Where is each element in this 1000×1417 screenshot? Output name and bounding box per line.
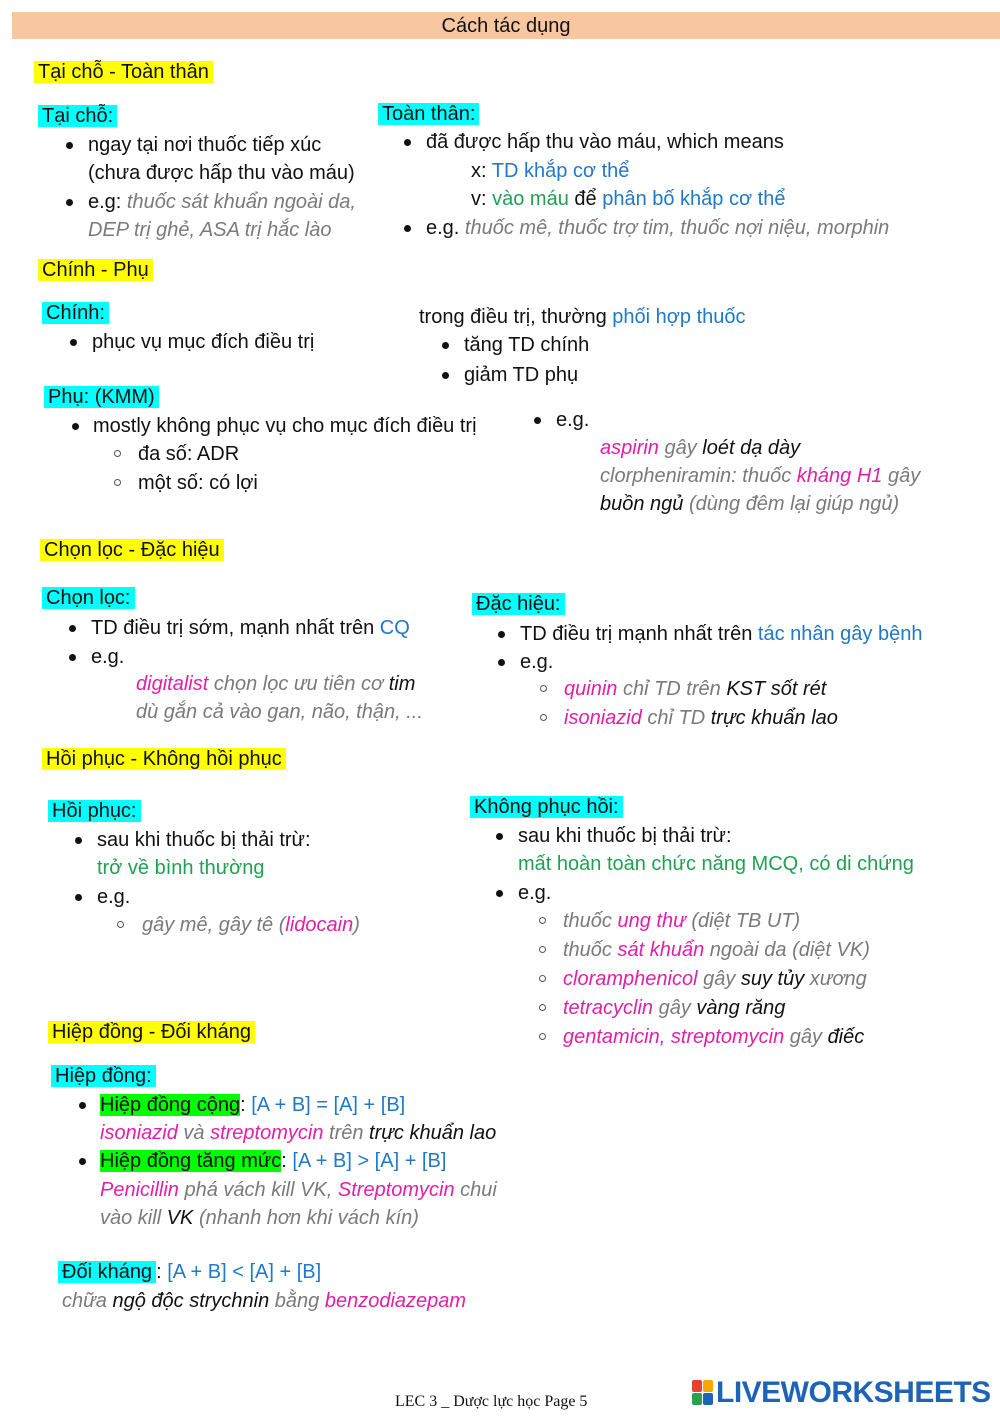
dac-hieu-sub-1: quinin chỉ TD trên KST sốt rét: [564, 678, 827, 700]
khong-bullet-1-result: mất hoàn toàn chức năng MCQ, có di chứng: [518, 853, 914, 875]
hiep-dong-tang-muc-example-1: Penicillin phá vách kill VK, Streptomycin chui: [100, 1179, 497, 1201]
bullet-dot: [66, 142, 73, 149]
chon-loc-bullet-1: TD điều trị sớm, mạnh nhất trên CQ: [91, 617, 410, 639]
chinh-phu-eg: e.g.: [556, 409, 590, 431]
bullet-dot: [75, 837, 82, 844]
doi-khang-line: Đối kháng : [A + B] < [A] + [B]: [58, 1258, 321, 1286]
bullet-dot: [72, 423, 79, 430]
hiep-dong-tang-muc-example-2: vào kill VK (nhanh hơn khi vách kín): [100, 1207, 419, 1229]
label-hoi-phuc: Hồi phục:: [48, 797, 141, 825]
bullet-dot: [69, 654, 76, 661]
khong-sub-5: gentamicin, streptomycin gây điếc: [563, 1026, 865, 1048]
sub-bullet-circle: [114, 479, 121, 486]
bullet-dot: [75, 894, 82, 901]
section-heading-chinh-phu: Chính - Phụ: [38, 256, 153, 284]
dac-hieu-bullet-1: TD điều trị mạnh nhất trên tác nhân gây bệnh: [520, 623, 923, 645]
section-heading-hiep-dong: Hiệp đồng - Đối kháng: [48, 1018, 255, 1046]
sub-bullet-circle: [539, 975, 546, 982]
chon-loc-eg-line-1: digitalist chọn lọc ưu tiên cơ tim: [136, 673, 416, 695]
doi-khang-example: chữa ngộ độc strychnin bằng benzodiazepam: [62, 1290, 467, 1312]
khong-sub-4: tetracyclin gây vàng răng: [563, 997, 786, 1019]
label-toan-than: Toàn thân:: [378, 100, 479, 128]
label-phu: Phụ: (KMM): [44, 383, 159, 411]
phoi-hop-intro: trong điều trị, thường phối hợp thuốc: [419, 306, 746, 328]
hoi-phuc-eg: e.g.: [97, 886, 131, 908]
logo-mark-icon: [692, 1380, 714, 1406]
bullet-dot: [79, 1158, 86, 1165]
section-heading-chon-loc-dac-hieu: Chọn lọc - Đặc hiệu: [40, 536, 224, 564]
toan-than-x-line: x: TD khắp cơ thể: [471, 160, 630, 182]
tai-cho-eg-line-1: e.g: thuốc sát khuẩn ngoài da,: [88, 191, 356, 213]
bullet-dot: [442, 372, 449, 379]
dac-hieu-eg: e.g.: [520, 651, 554, 673]
chon-loc-eg-line-2: dù gắn cả vào gan, não, thận, ...: [136, 701, 423, 723]
phu-bullet-1: mostly không phục vụ cho mục đích điều trị: [93, 415, 477, 437]
toan-than-bullet-1: đã được hấp thu vào máu, which means: [426, 131, 784, 153]
chinh-phu-eg-line-3: buồn ngủ (dùng đêm lại giúp ngủ): [600, 493, 900, 515]
page-header: [12, 12, 1000, 39]
phoi-hop-bullet-2: giảm TD phụ: [464, 364, 579, 386]
phu-sub-2: một số: có lợi: [138, 472, 258, 494]
page-title: Cách tác dụng: [441, 15, 571, 37]
bullet-dot: [534, 417, 541, 424]
tai-cho-bullet-1b: (chưa được hấp thu vào máu): [88, 162, 355, 184]
tai-cho-bullet-1a: ngay tại nơi thuốc tiếp xúc: [88, 134, 322, 156]
liveworksheets-logo[interactable]: [692, 1376, 992, 1410]
hiep-dong-cong-example: isoniazid và streptomycin trên trực khuẩn lao: [100, 1122, 497, 1144]
bullet-dot: [69, 625, 76, 632]
bullet-dot: [442, 342, 449, 349]
bullet-dot: [79, 1102, 86, 1109]
hiep-dong-cong: Hiệp đồng cộng: [A + B] = [A] + [B]: [100, 1094, 406, 1116]
chinh-phu-eg-line-2: clorpheniramin: thuốc kháng H1 gây: [600, 465, 921, 487]
sub-bullet-circle: [117, 921, 124, 928]
bullet-dot: [496, 890, 503, 897]
bullet-dot: [70, 339, 77, 346]
sub-bullet-circle: [539, 1004, 546, 1011]
page-footer: LEC 3 _ Dược lực học Page 5: [395, 1393, 588, 1410]
chon-loc-eg: e.g.: [91, 646, 125, 668]
khong-sub-3: cloramphenicol gây suy tủy xương: [563, 968, 867, 990]
label-khong-phuc-hoi: Không phục hồi:: [470, 793, 623, 821]
label-tai-cho: Tại chỗ:: [38, 102, 117, 130]
chinh-phu-eg-line-1: aspirin gây loét dạ dày: [600, 437, 801, 459]
sub-bullet-circle: [539, 1033, 546, 1040]
khong-bullet-1: sau khi thuốc bị thải trừ:: [518, 825, 732, 847]
dac-hieu-sub-2: isoniazid chỉ TD trực khuẩn lao: [564, 707, 838, 729]
chinh-bullet-1: phục vụ mục đích điều trị: [92, 331, 315, 353]
hoi-phuc-bullet-1: sau khi thuốc bị thải trừ:: [97, 829, 311, 851]
hoi-phuc-bullet-1-result: trở về bình thường: [97, 857, 265, 879]
logo-text: LIVEWORKSHEETS: [716, 1376, 991, 1409]
khong-sub-2: thuốc sát khuẩn ngoài da (diệt VK): [563, 939, 870, 961]
bullet-dot: [404, 139, 411, 146]
khong-sub-1: thuốc ung thư (diệt TB UT): [563, 910, 801, 932]
sub-bullet-circle: [540, 685, 547, 692]
toan-than-v-line: v: vào máu để phân bố khắp cơ thể: [471, 188, 786, 210]
label-chinh: Chính:: [42, 299, 109, 327]
section-heading-tai-cho-toan-than: Tại chỗ - Toàn thân: [34, 58, 213, 86]
sub-bullet-circle: [539, 917, 546, 924]
bullet-dot: [66, 199, 73, 206]
hoi-phuc-sub-1: gây mê, gây tê (lidocain): [142, 914, 360, 936]
bullet-dot: [404, 225, 411, 232]
bullet-dot: [496, 833, 503, 840]
label-hiep-dong: Hiệp đồng:: [51, 1062, 156, 1090]
label-dac-hieu: Đặc hiệu:: [472, 590, 565, 618]
sub-bullet-circle: [540, 714, 547, 721]
hiep-dong-tang-muc: Hiệp đồng tăng mức: [A + B] > [A] + [B]: [100, 1150, 447, 1172]
bullet-dot: [498, 631, 505, 638]
sub-bullet-circle: [539, 946, 546, 953]
toan-than-eg: e.g. thuốc mê, thuốc trợ tim, thuốc nợi niệu, morphin: [426, 217, 890, 239]
label-chon-loc: Chọn lọc:: [42, 584, 135, 612]
khong-eg: e.g.: [518, 882, 552, 904]
phu-sub-1: đa số: ADR: [138, 443, 240, 465]
phoi-hop-bullet-1: tăng TD chính: [464, 334, 590, 356]
tai-cho-eg-line-2: DEP trị ghẻ, ASA trị hắc lào: [88, 219, 332, 241]
bullet-dot: [498, 659, 505, 666]
section-heading-hoi-phuc: Hồi phục - Không hồi phục: [42, 745, 286, 773]
sub-bullet-circle: [114, 450, 121, 457]
